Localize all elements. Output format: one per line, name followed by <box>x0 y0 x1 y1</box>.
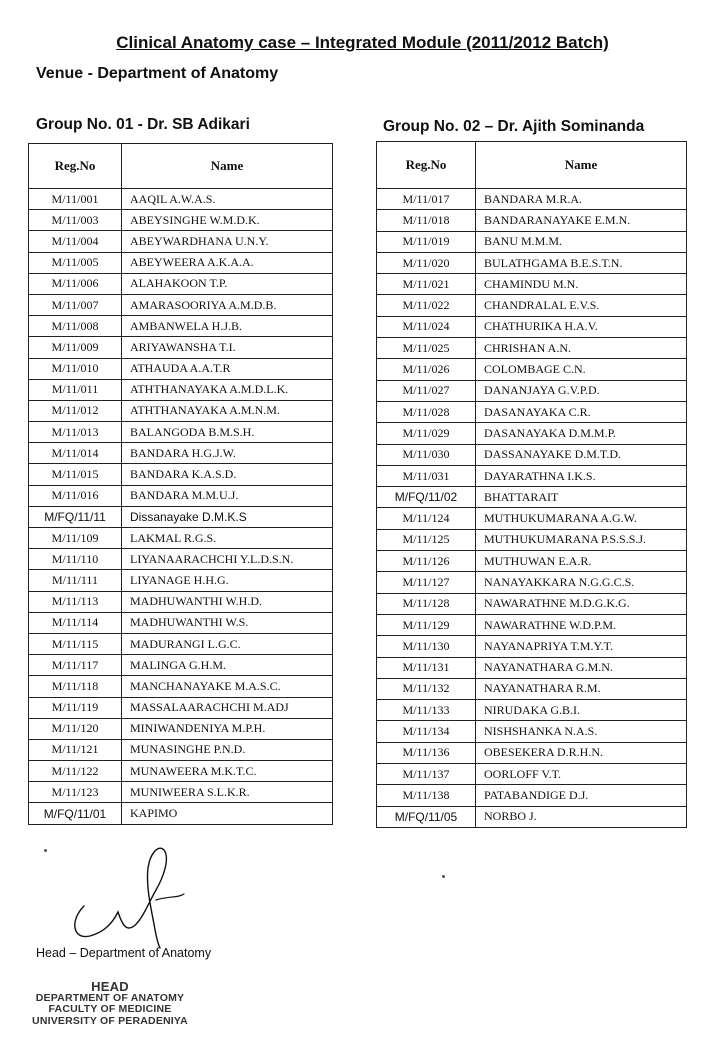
name-cell: AMBANWELA H.J.B. <box>122 316 333 337</box>
reg-no-cell: M/11/131 <box>377 657 476 678</box>
table-row <box>29 633 333 654</box>
table-row <box>29 294 333 315</box>
table-row <box>377 700 687 721</box>
table-row <box>29 316 333 337</box>
group-1-heading: Group No. 01 - Dr. SB Adikari <box>36 116 250 133</box>
group-2-heading: Group No. 02 – Dr. Ajith Sominanda <box>383 118 645 135</box>
reg-no-cell: M/11/029 <box>377 423 476 444</box>
reg-no-cell: M/11/132 <box>377 678 476 699</box>
name-cell: AAQIL A.W.A.S. <box>122 189 333 210</box>
group-1-table <box>28 143 333 825</box>
table-row <box>29 252 333 273</box>
table-row <box>377 380 687 401</box>
reg-no-cell: M/11/025 <box>377 338 476 359</box>
name-cell: CHRISHAN A.N. <box>476 338 687 359</box>
name-cell: NAWARATHNE W.D.P.M. <box>476 614 687 635</box>
table-row <box>377 593 687 614</box>
reg-no-cell: M/11/133 <box>377 700 476 721</box>
table-row <box>29 676 333 697</box>
name-cell: ABEYWARDHANA U.N.Y. <box>122 231 333 252</box>
table-row <box>377 423 687 444</box>
name-cell: CHATHURIKA H.A.V. <box>476 316 687 337</box>
name-cell: BANDARA M.M.U.J. <box>122 485 333 506</box>
table-row <box>377 742 687 763</box>
name-cell: BANDARA H.G.J.W. <box>122 443 333 464</box>
name-cell: BANU M.M.M. <box>476 231 687 252</box>
reg-no-cell: M/11/031 <box>377 465 476 486</box>
reg-no-cell: M/11/138 <box>377 785 476 806</box>
table-row <box>29 570 333 591</box>
reg-no-cell: M/11/130 <box>377 636 476 657</box>
reg-no-cell: M/11/136 <box>377 742 476 763</box>
reg-no-cell: M/11/127 <box>377 572 476 593</box>
table-row <box>29 485 333 506</box>
stamp-line: UNIVERSITY OF PERADENIYA <box>32 1014 188 1027</box>
table-row <box>29 506 333 527</box>
table-row <box>377 295 687 316</box>
name-cell: ABEYWEERA A.K.A.A. <box>122 252 333 273</box>
table-row <box>29 782 333 803</box>
name-cell: NAYANATHARA R.M. <box>476 678 687 699</box>
name-header: Name <box>122 144 333 189</box>
reg-no-cell: M/11/003 <box>29 210 122 231</box>
reg-no-cell: M/11/030 <box>377 444 476 465</box>
reg-no-cell: M/11/120 <box>29 718 122 739</box>
reg-no-cell: M/11/137 <box>377 764 476 785</box>
name-cell: DANANJAYA G.V.P.D. <box>476 380 687 401</box>
reg-no-header: Reg.No <box>29 144 122 189</box>
table-row <box>29 761 333 782</box>
reg-no-cell: M/11/024 <box>377 316 476 337</box>
table-row <box>377 210 687 231</box>
reg-no-cell: M/11/007 <box>29 294 122 315</box>
table-row <box>29 273 333 294</box>
table-row <box>377 529 687 550</box>
reg-no-cell: M/11/124 <box>377 508 476 529</box>
reg-no-cell: M/11/117 <box>29 655 122 676</box>
name-cell: BULATHGAMA B.E.S.T.N. <box>476 252 687 273</box>
table-row <box>29 189 333 210</box>
name-cell: NAYANAPRIYA T.M.Y.T. <box>476 636 687 657</box>
reg-no-cell: M/11/123 <box>29 782 122 803</box>
name-cell: CHAMINDU M.N. <box>476 274 687 295</box>
venue-line: Venue - Department of Anatomy <box>36 65 279 82</box>
name-cell: PATABANDIGE D.J. <box>476 785 687 806</box>
reg-no-cell: M/11/028 <box>377 401 476 422</box>
table-row <box>377 572 687 593</box>
name-cell: ATHAUDA A.A.T.R <box>122 358 333 379</box>
table-row <box>377 721 687 742</box>
name-cell: LIYANAGE H.H.G. <box>122 570 333 591</box>
table-row <box>29 464 333 485</box>
reg-no-cell: M/11/114 <box>29 612 122 633</box>
table-row <box>377 465 687 486</box>
reg-no-cell: M/11/018 <box>377 210 476 231</box>
reg-no-cell: M/11/022 <box>377 295 476 316</box>
table-row <box>377 764 687 785</box>
reg-no-cell: M/11/110 <box>29 549 122 570</box>
table-row <box>29 422 333 443</box>
name-cell: DASANAYAKA D.M.M.P. <box>476 423 687 444</box>
table-row <box>377 359 687 380</box>
name-cell: MANCHANAYAKE M.A.S.C. <box>122 676 333 697</box>
reg-no-cell: M/11/115 <box>29 633 122 654</box>
reg-no-cell: M/11/006 <box>29 273 122 294</box>
stamp-line: FACULTY OF MEDICINE <box>48 1003 172 1015</box>
reg-no-cell: M/11/021 <box>377 274 476 295</box>
name-cell: BANDARA K.A.S.D. <box>122 464 333 485</box>
name-cell: LIYANAARACHCHI Y.L.D.S.N. <box>122 549 333 570</box>
reg-no-cell: M/11/119 <box>29 697 122 718</box>
reg-no-cell: M/11/122 <box>29 761 122 782</box>
reg-no-cell: M/11/001 <box>29 189 122 210</box>
name-cell: MUTHUKUMARANA P.S.S.S.J. <box>476 529 687 550</box>
name-cell: NANAYAKKARA N.G.G.C.S. <box>476 572 687 593</box>
name-cell: ATHTHANAYAKA A.M.D.L.K. <box>122 379 333 400</box>
table-row <box>377 614 687 635</box>
table-row <box>377 252 687 273</box>
reg-no-cell: M/11/008 <box>29 316 122 337</box>
table-row <box>29 591 333 612</box>
table-row <box>377 636 687 657</box>
table-row <box>377 678 687 699</box>
reg-no-cell: M/FQ/11/11 <box>29 506 122 527</box>
table-row <box>377 401 687 422</box>
reg-no-cell: M/11/126 <box>377 551 476 572</box>
table-row <box>29 612 333 633</box>
table-row <box>29 358 333 379</box>
table-row <box>29 549 333 570</box>
scan-speck <box>442 875 445 878</box>
reg-no-cell: M/11/013 <box>29 422 122 443</box>
table-row <box>377 785 687 806</box>
table-row <box>377 338 687 359</box>
name-cell: KAPIMO <box>122 803 333 824</box>
reg-no-cell: M/11/004 <box>29 231 122 252</box>
reg-no-cell: M/11/009 <box>29 337 122 358</box>
name-cell: NAWARATHNE M.D.G.K.G. <box>476 593 687 614</box>
table-row <box>377 231 687 252</box>
reg-no-cell: M/11/113 <box>29 591 122 612</box>
name-cell: BHATTARAIT <box>476 487 687 508</box>
reg-no-cell: M/11/012 <box>29 400 122 421</box>
reg-no-cell: M/11/019 <box>377 231 476 252</box>
name-cell: NIRUDAKA G.B.I. <box>476 700 687 721</box>
department-stamp <box>25 981 195 1027</box>
document-title: Clinical Anatomy case – Integrated Module (2011/2012 Batch) <box>116 33 609 52</box>
reg-no-cell: M/11/109 <box>29 528 122 549</box>
name-cell: OORLOFF V.T. <box>476 764 687 785</box>
table-row <box>29 655 333 676</box>
table-row <box>377 189 687 210</box>
name-cell: COLOMBAGE C.N. <box>476 359 687 380</box>
name-cell: AMARASOORIYA A.M.D.B. <box>122 294 333 315</box>
table-row <box>377 508 687 529</box>
table-row <box>29 697 333 718</box>
name-cell: ABEYSINGHE W.M.D.K. <box>122 210 333 231</box>
name-cell: MUNASINGHE P.N.D. <box>122 739 333 760</box>
name-cell: MADHUWANTHI W.S. <box>122 612 333 633</box>
name-cell: DASANAYAKA C.R. <box>476 401 687 422</box>
name-cell: NORBO J. <box>476 806 687 827</box>
table-row <box>29 210 333 231</box>
table-row <box>377 551 687 572</box>
name-cell: DAYARATHNA I.K.S. <box>476 465 687 486</box>
reg-no-cell: M/FQ/11/05 <box>377 806 476 827</box>
table-row <box>29 528 333 549</box>
table-row <box>377 274 687 295</box>
reg-no-cell: M/11/014 <box>29 443 122 464</box>
reg-no-cell: M/11/005 <box>29 252 122 273</box>
table-row <box>29 337 333 358</box>
table-row <box>377 487 687 508</box>
name-cell: DASSANAYAKE D.M.T.D. <box>476 444 687 465</box>
reg-no-cell: M/11/015 <box>29 464 122 485</box>
table-row <box>29 718 333 739</box>
name-cell: ARIYAWANSHA T.I. <box>122 337 333 358</box>
table-row <box>377 657 687 678</box>
name-cell: MUNAWEERA M.K.T.C. <box>122 761 333 782</box>
name-cell: BANDARANAYAKE E.M.N. <box>476 210 687 231</box>
reg-no-cell: M/11/129 <box>377 614 476 635</box>
reg-no-cell: M/11/026 <box>377 359 476 380</box>
reg-no-cell: M/11/017 <box>377 189 476 210</box>
name-cell: CHANDRALAL E.V.S. <box>476 295 687 316</box>
reg-no-cell: M/11/118 <box>29 676 122 697</box>
reg-no-cell: M/11/011 <box>29 379 122 400</box>
table-row <box>29 400 333 421</box>
name-cell: OBESEKERA D.R.H.N. <box>476 742 687 763</box>
name-cell: ALAHAKOON T.P. <box>122 273 333 294</box>
name-cell: NISHSHANKA N.A.S. <box>476 721 687 742</box>
reg-no-cell: M/11/016 <box>29 485 122 506</box>
name-cell: BANDARA M.R.A. <box>476 189 687 210</box>
handwritten-signature <box>60 840 200 950</box>
reg-no-cell: M/11/125 <box>377 529 476 550</box>
name-cell: MADURANGI L.G.C. <box>122 633 333 654</box>
scan-speck <box>44 849 47 852</box>
name-cell: BALANGODA B.M.S.H. <box>122 422 333 443</box>
name-cell: MUTHUWAN E.A.R. <box>476 551 687 572</box>
name-cell: LAKMAL R.G.S. <box>122 528 333 549</box>
reg-no-header: Reg.No <box>377 142 476 189</box>
name-cell: MUTHUKUMARANA A.G.W. <box>476 508 687 529</box>
reg-no-cell: M/FQ/11/02 <box>377 487 476 508</box>
reg-no-cell: M/11/020 <box>377 252 476 273</box>
reg-no-cell: M/11/128 <box>377 593 476 614</box>
table-row <box>29 739 333 760</box>
name-cell: MASSALAARACHCHI M.ADJ <box>122 697 333 718</box>
table-row <box>29 379 333 400</box>
reg-no-cell: M/11/027 <box>377 380 476 401</box>
table-row <box>377 444 687 465</box>
group-2-table <box>376 141 687 828</box>
table-row <box>29 443 333 464</box>
name-header: Name <box>476 142 687 189</box>
reg-no-cell: M/11/121 <box>29 739 122 760</box>
table-row <box>377 316 687 337</box>
reg-no-cell: M/FQ/11/01 <box>29 803 122 824</box>
reg-no-cell: M/11/134 <box>377 721 476 742</box>
table-row <box>29 231 333 252</box>
reg-no-cell: M/11/010 <box>29 358 122 379</box>
name-cell: MADHUWANTHI W.H.D. <box>122 591 333 612</box>
stamp-line: HEAD <box>91 979 129 994</box>
name-cell: MINIWANDENIYA M.P.H. <box>122 718 333 739</box>
table-row <box>377 806 687 827</box>
name-cell: ATHTHANAYAKA A.M.N.M. <box>122 400 333 421</box>
name-cell: NAYANATHARA G.M.N. <box>476 657 687 678</box>
name-cell: MALINGA G.H.M. <box>122 655 333 676</box>
table-row <box>29 803 333 824</box>
stamp-line: DEPARTMENT OF ANATOMY <box>35 991 185 1004</box>
name-cell: Dissanayake D.M.K.S <box>122 506 333 527</box>
name-cell: MUNIWEERA S.L.K.R. <box>122 782 333 803</box>
signature-caption: Head – Department of Anatomy <box>36 946 212 960</box>
reg-no-cell: M/11/111 <box>29 570 122 591</box>
